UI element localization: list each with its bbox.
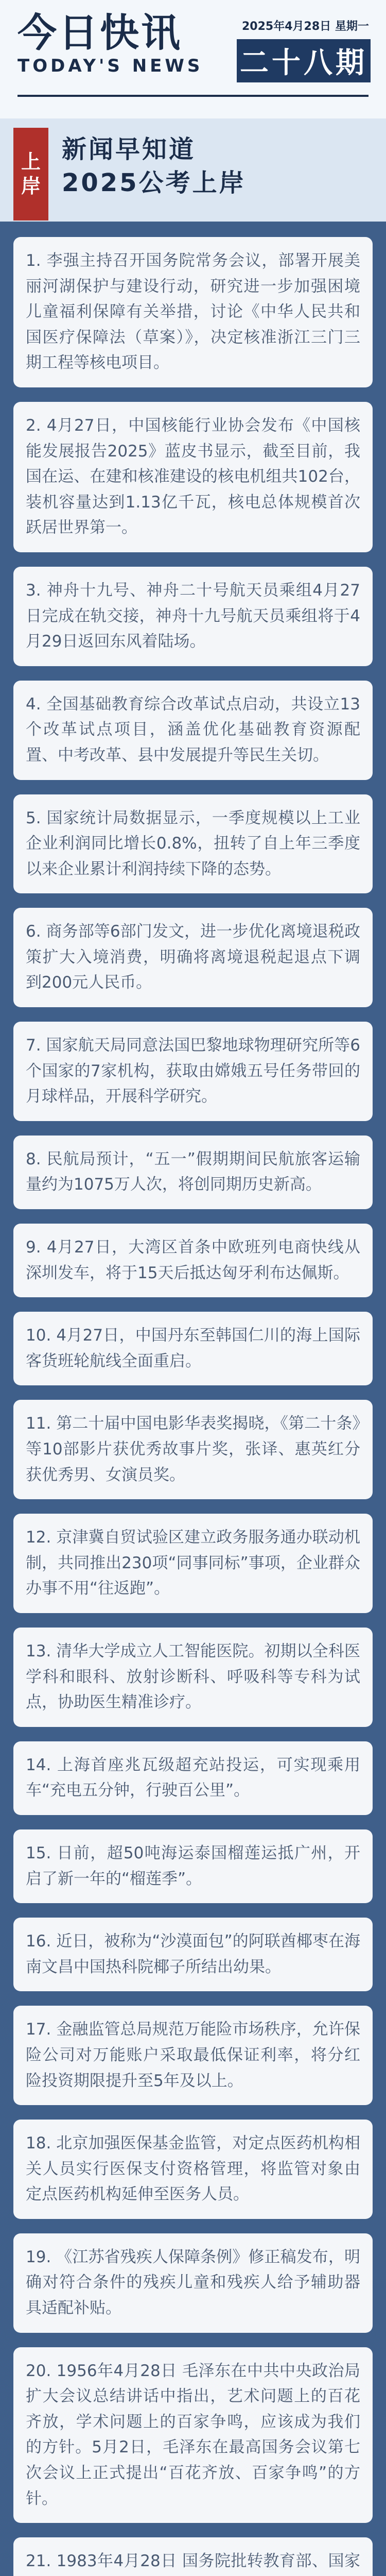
- brand-title-cn: 今日快讯: [17, 10, 182, 56]
- news-item-text: 8. 民航局预计，“五一”假期期间民航旅客运输量约为1075万人次，将创同期历史新高。: [26, 1149, 360, 1194]
- news-item-text: 12. 京津冀自贸试验区建立政务服务通办联动机制，共同推出230项“同事同标”事项，企业群众办事不用“往返跑”。: [26, 1528, 360, 1598]
- news-item-text: 16. 近日，被称为“沙漠面包”的阿联酋椰枣在海南文昌中国热科院椰子所结出幼果。: [26, 1932, 360, 1976]
- news-item-text: 10. 4月27日，中国丹东至韩国仁川的海上国际客货班轮航线全面重启。: [26, 1326, 360, 1370]
- news-item: [13, 1829, 373, 1903]
- news-item: [13, 402, 373, 552]
- news-item: [13, 567, 373, 666]
- news-item-text: 2. 4月27日，中国核能行业协会发布《中国核能发展报告2025》蓝皮书显示，截至目前，我国在运、在建和核准建设的核电机组共102台，装机容量达到1.13亿千瓦，核电总体规模首次跃居世界第一。: [26, 416, 360, 537]
- news-item-text: 14. 上海首座兆瓦级超充站投运，可实现乘用车“充电五分钟，行驶百公里”。: [26, 1755, 360, 1800]
- topic-tag-char-1: 上: [21, 150, 41, 173]
- news-item-text: 19. 《江苏省残疾人保障条例》修正稿发布，明确对符合条件的残疾儿童和残疾人给予辅助器具适配补贴。: [26, 2247, 360, 2318]
- news-item: [13, 237, 373, 387]
- news-item-text: 21. 1983年4月28日 国务院批转教育部、国家: [26, 2552, 360, 2571]
- topic-title-line-2: 2025公考上岸: [62, 168, 246, 197]
- news-item: [13, 1628, 373, 1727]
- news-item: [13, 1400, 373, 1499]
- brand-block: [17, 10, 203, 76]
- news-item-text: 17. 金融监管总局规范万能险市场秩序，允许保险公司对万能账户采取最低保证利率，将分红险投资期限提升至5年及以上。: [26, 2020, 360, 2090]
- news-item: [13, 1224, 373, 1297]
- topic-title: [62, 133, 246, 200]
- news-item: [13, 794, 373, 894]
- news-item: [13, 2537, 373, 2576]
- news-item: [13, 908, 373, 1007]
- news-item-text: 4. 全国基础教育综合改革试点启动，共设立13个改革试点项目，涵盖优化基础教育资源配置、中考改革、县中发展提升等民生关切。: [26, 694, 360, 765]
- news-item-text: 5. 国家统计局数据显示，一季度规模以上工业企业利润同比增长0.8%，扭转了自上年三季度以来企业累计利润持续下降的态势。: [26, 808, 360, 878]
- topic-banner: [0, 118, 386, 222]
- news-item: [13, 1022, 373, 1121]
- news-item-text: 15. 日前，超50吨海运泰国榴莲运抵广州，开启了新一年的“榴莲季”。: [26, 1843, 360, 1888]
- news-item: [13, 1312, 373, 1385]
- news-item-text: 20. 1956年4月28日 毛泽东在中共中央政治局扩大会议总结讲话中指出，艺术问题上的百花齐放，学术问题上的百家争鸣，应该成为我们的方针。5月2日，毛泽东在最高国务会议第七次会议上正式提出“百花齐放、百家争鸣”的方针。: [26, 2361, 360, 2508]
- news-item-text: 11. 第二十届中国电影华表奖揭晓，《第二十条》等10部影片获优秀故事片奖，张译、惠英红分获优秀男、女演员奖。: [26, 1414, 360, 1484]
- news-item-text: 13. 清华大学成立人工智能医院。初期以全科医学科和眼科、放射诊断科、呼吸科等专科为试点，协助医生精准诊疗。: [26, 1641, 360, 1712]
- issue-number: 二十八期: [237, 39, 371, 82]
- news-item: [13, 1918, 373, 1991]
- topic-tag: [13, 128, 48, 221]
- topic-tag-char-2: 岸: [21, 175, 41, 197]
- news-item-text: 6. 商务部等6部门发文，进一步优化离境退税政策扩大入境消费，明确将离境退税起退点下调到200元人民币。: [26, 922, 360, 992]
- news-item: [13, 2006, 373, 2105]
- news-item: [13, 681, 373, 780]
- news-item-text: 9. 4月27日，大湾区首条中欧班列电商快线从深圳发车，将于15天后抵达匈牙利布达佩斯。: [26, 1238, 360, 1282]
- masthead: [0, 0, 386, 118]
- news-item: [13, 1514, 373, 1613]
- news-item-text: 7. 国家航天局同意法国巴黎地球物理研究所等6个国家的7家机构，获取由嫦娥五号任务带回的月球样品，开展科学研究。: [26, 1036, 360, 1106]
- news-item-text: 3. 神舟十九号、神舟二十号航天员乘组4月27日完成在轨交接，神舟十九号航天员乘组将于4月29日返回东风着陆场。: [26, 581, 360, 651]
- news-item-text: 1. 李强主持召开国务院常务会议，部署开展美丽河湖保护与建设行动，研究进一步加强困境儿童福利保障有关举措，讨论《中华人民共和国医疗保障法（草案）》，决定核准浙江三门三期工程等核电项目。: [26, 251, 360, 372]
- news-item-text: 18. 北京加强医保基金监管，对定点医药机构相关人员实行医保支付资格管理，将监管对象由定点医药机构延伸至医务人员。: [26, 2134, 360, 2204]
- news-item: [13, 1136, 373, 1209]
- news-item: [13, 2233, 373, 2333]
- news-item: [13, 2347, 373, 2523]
- brand-title-en: TODAY'S NEWS: [17, 56, 203, 76]
- header-divider: [17, 95, 369, 97]
- topic-title-line-1: 新闻早知道: [62, 135, 196, 164]
- news-item: [13, 1741, 373, 1815]
- issue-date: 2025年4月28日 星期一: [242, 20, 369, 33]
- news-item: [13, 2120, 373, 2219]
- news-list: [0, 222, 386, 2576]
